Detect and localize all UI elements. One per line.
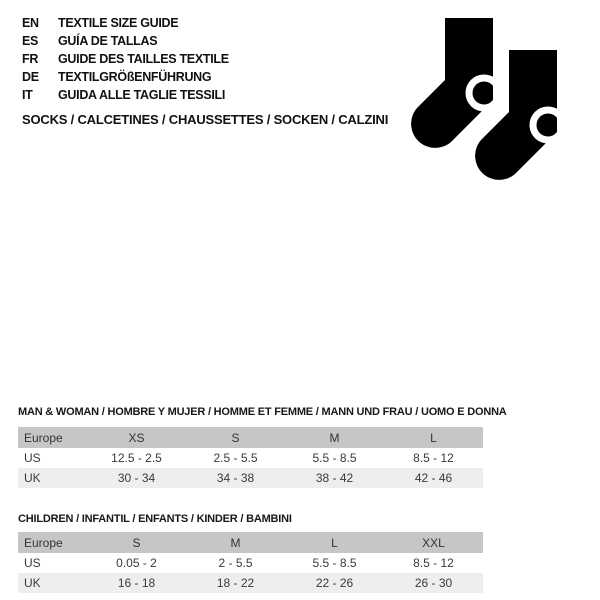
size-range-cell: 5.5 - 8.5 bbox=[312, 451, 357, 465]
adults-size-table bbox=[18, 427, 483, 488]
region-cell: US bbox=[24, 556, 41, 570]
adults-table-title: MAN & WOMAN / HOMBRE Y MUJER / HOMME ET FEMME / MANN UND FRAU / UOMO E DONNA bbox=[18, 406, 507, 418]
lang-row-de bbox=[22, 68, 229, 86]
lang-row-en bbox=[22, 14, 229, 32]
product-categories: SOCKS / CALCETINES / CHAUSSETTES / SOCKEN / CALZINI bbox=[22, 112, 389, 127]
header-row bbox=[18, 427, 483, 448]
header-cell-size: L bbox=[430, 430, 437, 445]
table-row-uk bbox=[18, 468, 483, 488]
size-range-cell: 34 - 38 bbox=[216, 471, 255, 485]
size-range-cell: 18 - 22 bbox=[216, 576, 255, 590]
size-range-cell: 2 - 5.5 bbox=[218, 556, 253, 570]
size-range-cell: 12.5 - 2.5 bbox=[111, 451, 162, 465]
sock-shape bbox=[411, 18, 499, 148]
children-table-title: CHILDREN / INFANTIL / ENFANTS / KINDER / BAMBINI bbox=[18, 513, 292, 525]
header-cell-region: Europe bbox=[24, 430, 63, 445]
size-range-cell: 22 - 26 bbox=[315, 576, 354, 590]
size-range-cell: 0.05 - 2 bbox=[116, 556, 157, 570]
size-range-cell: 8.5 - 12 bbox=[413, 556, 454, 570]
lang-label: GUIDE DES TAILLES TEXTILE bbox=[58, 52, 229, 66]
table-row-us bbox=[18, 553, 483, 573]
size-range-cell: 5.5 - 8.5 bbox=[312, 556, 357, 570]
size-range-cell: 16 - 18 bbox=[117, 576, 156, 590]
table-row-us bbox=[18, 448, 483, 468]
header-cell-size: XXL bbox=[422, 535, 445, 550]
lang-code: IT bbox=[22, 88, 33, 102]
table-row-uk bbox=[18, 573, 483, 593]
lang-code: FR bbox=[22, 52, 39, 66]
lang-row-fr bbox=[22, 50, 229, 68]
header-cell-size: L bbox=[331, 535, 338, 550]
header-cell-size: M bbox=[230, 535, 241, 550]
lang-code: DE bbox=[22, 70, 39, 84]
lang-label: TEXTILE SIZE GUIDE bbox=[58, 16, 179, 30]
header-cell-size: S bbox=[132, 535, 141, 550]
size-range-cell: 8.5 - 12 bbox=[413, 451, 454, 465]
size-range-cell: 42 - 46 bbox=[414, 471, 453, 485]
header-cell-region: Europe bbox=[24, 535, 63, 550]
region-cell: US bbox=[24, 451, 41, 465]
header-cell-size: S bbox=[231, 430, 240, 445]
lang-label: GUIDA ALLE TAGLIE TESSILI bbox=[58, 88, 226, 102]
lang-label: TEXTILGRÖßENFÜHRUNG bbox=[58, 70, 212, 84]
region-cell: UK bbox=[24, 576, 41, 590]
socks-icon bbox=[405, 10, 570, 180]
size-range-cell: 2.5 - 5.5 bbox=[213, 451, 258, 465]
header-row bbox=[18, 532, 483, 553]
header-cell-size: XS bbox=[128, 430, 145, 445]
size-range-cell: 26 - 30 bbox=[414, 576, 453, 590]
size-range-cell: 30 - 34 bbox=[117, 471, 156, 485]
region-cell: UK bbox=[24, 471, 41, 485]
lang-row-it bbox=[22, 86, 229, 104]
lang-row-es bbox=[22, 32, 229, 50]
lang-code: EN bbox=[22, 16, 39, 30]
children-size-table bbox=[18, 532, 483, 593]
lang-label: GUÍA DE TALLAS bbox=[58, 34, 158, 48]
lang-code: ES bbox=[22, 34, 39, 48]
language-list bbox=[22, 14, 229, 104]
size-range-cell: 38 - 42 bbox=[315, 471, 354, 485]
header-cell-size: M bbox=[329, 430, 340, 445]
